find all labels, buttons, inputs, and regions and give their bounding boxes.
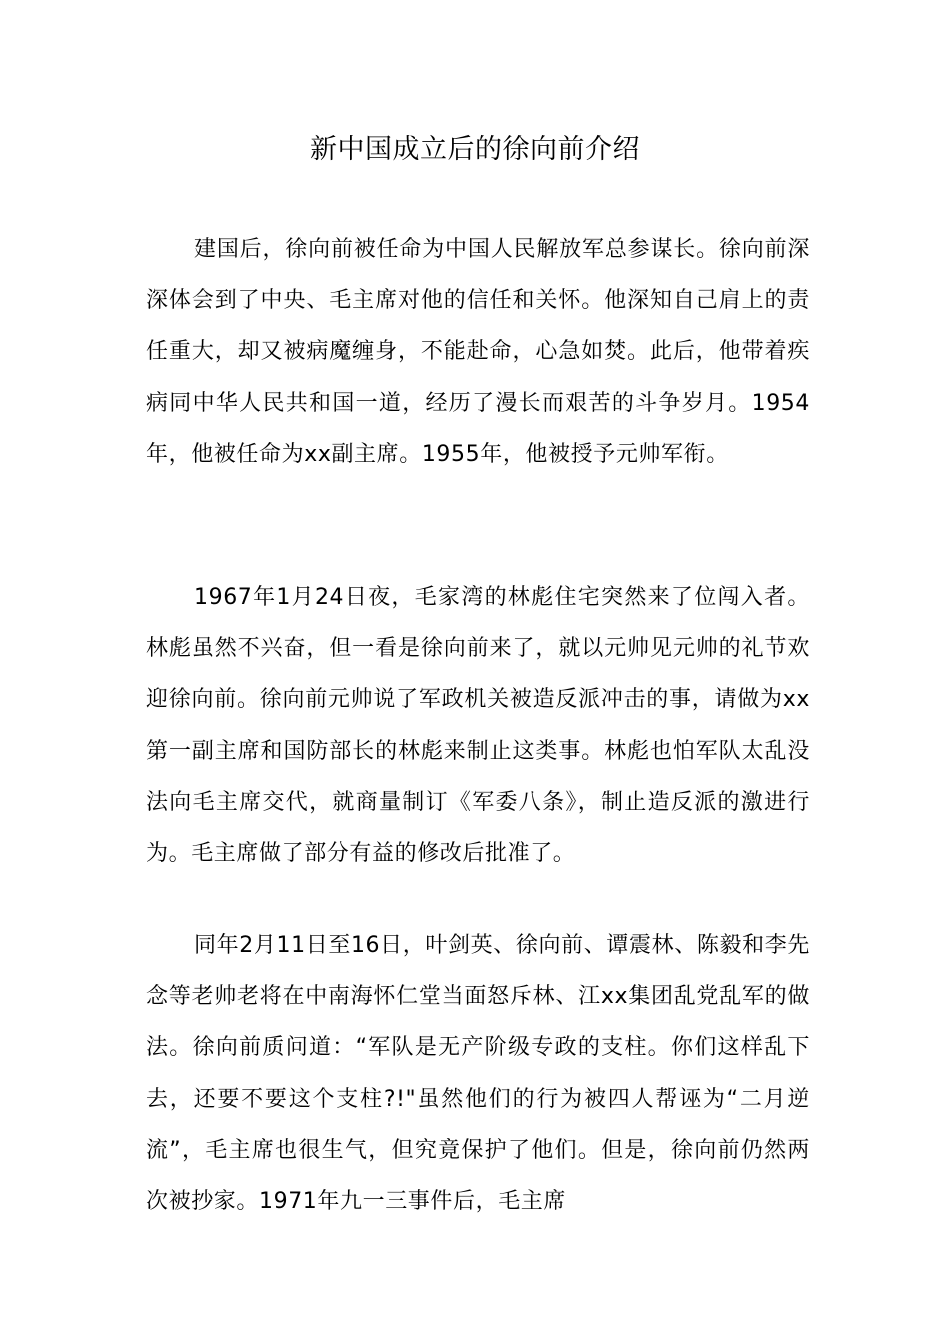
- body-paragraph: 同年2月11日至16日，叶剑英、徐向前、谭震林、陈毅和李先念等老帅老将在中南海怀仁堂当面怒斥林、江xx集团乱党乱军的做法。徐向前质问道：“军队是无产阶级专政的支柱。你们这样乱下去，还要不要这个支柱?!"虽然他们的行为被四人帮诬为“二月逆流”，毛主席也很生气，但究竟保护了他们。但是，徐向前仍然两次被抄家。1971年九一三事件后，毛主席: [146, 933, 810, 1215]
- document-title: 新中国成立后的徐向前介绍: [310, 134, 640, 165]
- body-paragraph: 建国后，徐向前被任命为中国人民解放军总参谋长。徐向前深深体会到了中央、毛主席对他的信任和关怀。他深知自己肩上的责任重大，却又被病魔缠身，不能赴命，心急如焚。此后，他带着疾病同中华人民共和国一道，经历了漫长而艰苦的斗争岁月。1954年，他被任命为xx副主席。1955年，他被授予元帅军衔。: [146, 237, 810, 467]
- body-paragraph: 1967年1月24日夜，毛家湾的林彪住宅突然来了位闯入者。林彪虽然不兴奋，但一看是徐向前来了，就以元帅见元帅的礼节欢迎徐向前。徐向前元帅说了军政机关被造反派冲击的事，请做为xx第一副主席和国防部长的林彪来制止这类事。林彪也怕军队太乱没法向毛主席交代，就商量制订《军委八条》，制止造反派的激进行为。毛主席做了部分有益的修改后批准了。: [146, 585, 810, 867]
